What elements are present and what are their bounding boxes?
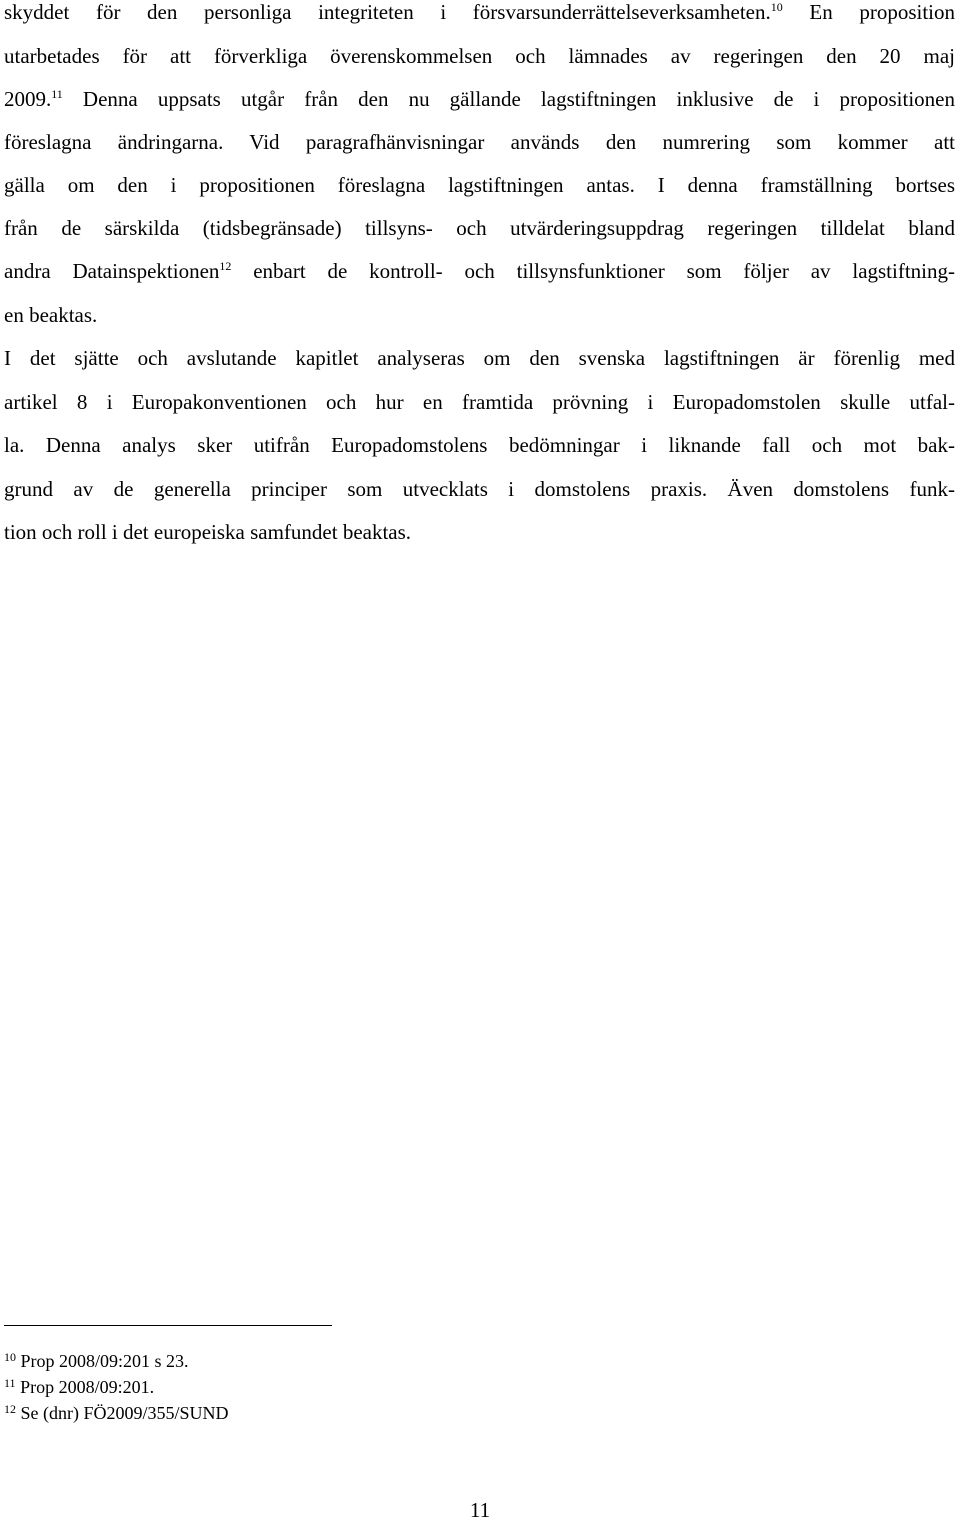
footnote [4, 1376, 154, 1398]
text-span: grund av de generella principer som utvecklats i domstolens praxis. Även domstolens funk- [4, 477, 955, 501]
page-number: 11 [469, 1498, 491, 1522]
body-line [4, 0, 955, 25]
footnote-text: Prop 2008/09:201 s 23. [16, 1351, 189, 1371]
text-span: tion och roll i det europeiska samfundet beaktas. [4, 520, 412, 544]
body-line [4, 172, 955, 198]
text-span: andra Datainspektionen [4, 259, 220, 283]
text-span: föreslagna ändringarna. Vid paragrafhänvisningar används den numrering som kommer att [4, 130, 955, 154]
footnote-ref[interactable]: 10 [770, 0, 783, 14]
text-span: skyddet för den personliga integriteten i försvarsunderrättelseverksamheten. [4, 0, 771, 24]
footnote-ref[interactable]: 11 [51, 87, 63, 101]
body-line [4, 129, 955, 155]
body-line [4, 389, 955, 415]
footnote [4, 1350, 189, 1372]
text-span: Denna uppsats utgår från den nu gällande lagstiftningen inklusive de i propositionen [62, 87, 955, 111]
text-span: 2009. [4, 87, 52, 111]
text-span: en beaktas. [4, 303, 98, 327]
text-span: artikel 8 i Europakonventionen och hur en framtida prövning i Europadomstolen skulle utfal- [4, 390, 955, 414]
text-span: gälla om den i propositionen föreslagna lagstiftningen antas. I denna framställning bortses [4, 173, 955, 197]
footnote-number: 12 [4, 1402, 16, 1416]
body-line [4, 43, 955, 69]
body-line [4, 432, 955, 458]
footnote-ref[interactable]: 12 [219, 259, 232, 273]
body-line [4, 258, 955, 284]
text-span: från de särskilda (tidsbegränsade) tillsyns- och utvärderingsuppdrag regeringen tilldelat bland [4, 216, 955, 240]
text-span: En proposition [782, 0, 956, 24]
text-span: utarbetades för att förverkliga överenskommelsen och lämnades av regeringen den 20 maj [4, 44, 955, 68]
footnote [4, 1402, 229, 1424]
body-line [4, 215, 955, 241]
footnote-number: 11 [4, 1376, 16, 1390]
footnote-text: Prop 2008/09:201. [15, 1377, 155, 1397]
text-span: la. Denna analys sker utifrån Europadomstolens bedömningar i liknande fall och mot bak- [4, 433, 955, 457]
body-line [4, 345, 955, 371]
body-line [4, 86, 955, 112]
text-span: I det sjätte och avslutande kapitlet analyseras om den svenska lagstiftningen är förenlig med [4, 346, 955, 370]
footnote-separator [4, 1325, 332, 1326]
body-line [4, 302, 955, 328]
body-line [4, 519, 955, 545]
footnote-text: Se (dnr) FÖ2009/355/SUND [16, 1403, 229, 1423]
body-line [4, 476, 955, 502]
footnote-number: 10 [4, 1350, 16, 1364]
text-span: enbart de kontroll- och tillsynsfunktioner som följer av lagstiftning- [231, 259, 956, 283]
